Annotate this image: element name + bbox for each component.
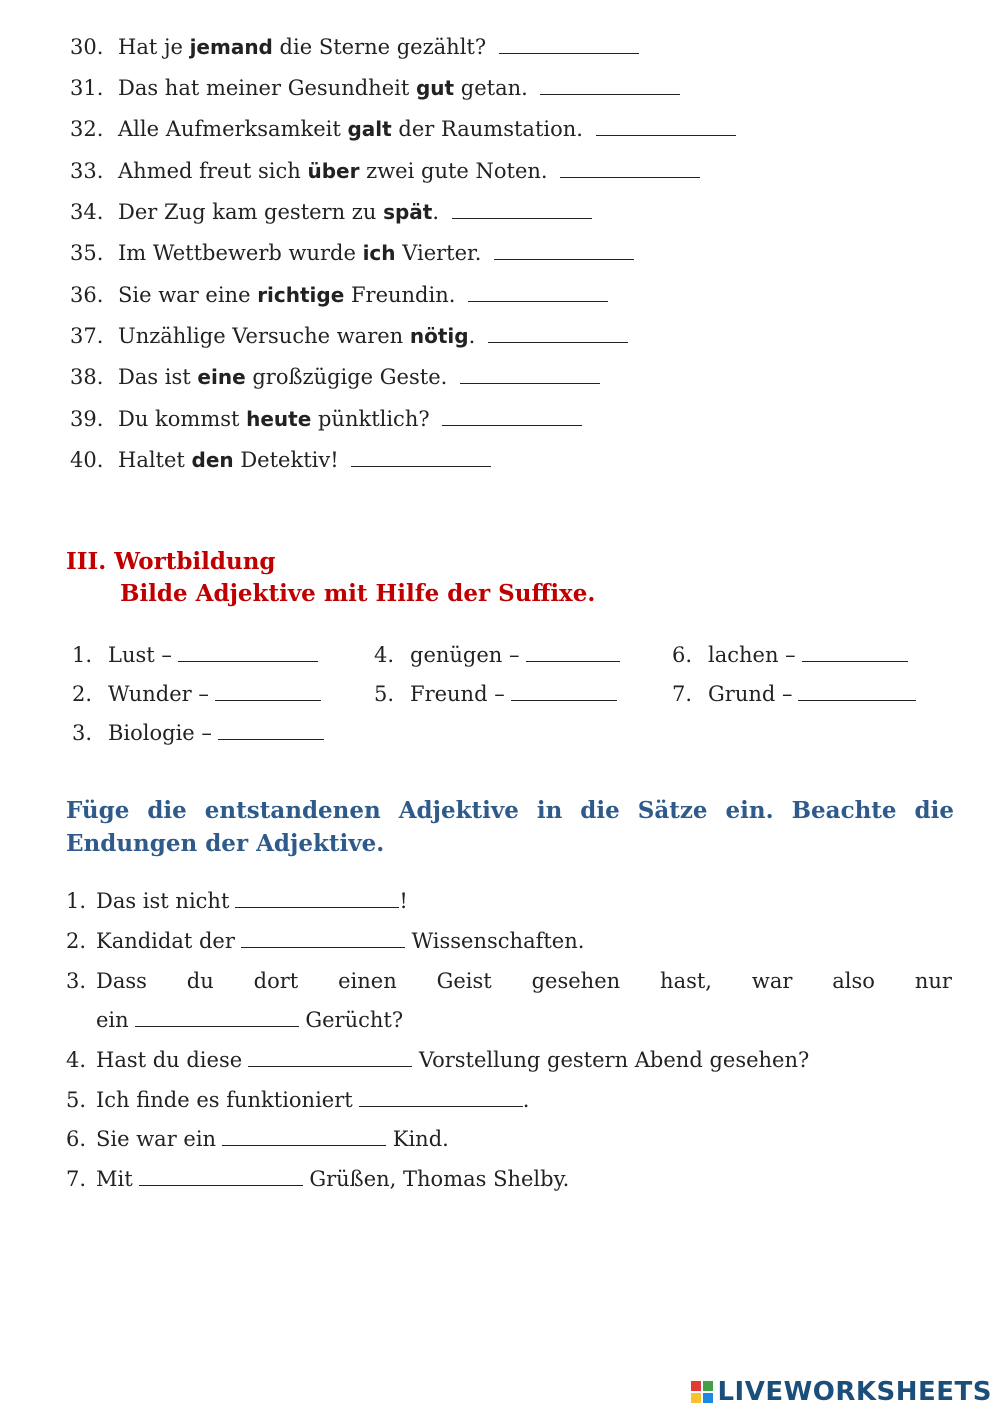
logo-mark-icon — [691, 1381, 713, 1403]
answer-blank[interactable] — [511, 699, 617, 701]
sentence-item: 3. — [66, 969, 87, 993]
answer-blank[interactable] — [135, 1025, 299, 1027]
answer-blank[interactable] — [460, 382, 600, 384]
section-subtitle: Bilde Adjektive mit Hilfe der Suffixe. — [120, 580, 596, 607]
bold-word: jemand — [189, 35, 273, 59]
answer-blank[interactable] — [494, 258, 634, 260]
question-item: 36. Sie war eine richtige Freundin. — [70, 280, 608, 310]
question-number: 37. — [70, 324, 104, 348]
question-number: 32. — [70, 117, 104, 141]
word-item: 1. Lust – — [72, 640, 318, 670]
liveworksheets-logo — [691, 1377, 992, 1407]
sentence-item: 6. Sie war ein Kind. — [66, 1127, 449, 1151]
sentence-item: 4. Hast du diese Vorstellung gestern Abend gesehen? — [66, 1048, 810, 1072]
sentence-continuation: ein Gerücht? — [96, 1008, 404, 1032]
question-item: 30. Hat je jemand die Sterne gezählt? — [70, 32, 639, 62]
answer-blank[interactable] — [241, 946, 405, 948]
answer-blank[interactable] — [526, 660, 620, 662]
word-item: 2. Wunder – — [72, 679, 321, 709]
answer-blank[interactable] — [798, 699, 916, 701]
answer-blank[interactable] — [540, 93, 680, 95]
bold-word: den — [191, 448, 234, 472]
word-item: 4. genügen – — [374, 640, 620, 670]
answer-blank[interactable] — [222, 1144, 386, 1146]
question-item: 39. Du kommst heute pünktlich? — [70, 404, 582, 434]
answer-blank[interactable] — [359, 1105, 523, 1107]
word-item: 7. Grund – — [672, 679, 916, 709]
question-item: 40. Haltet den Detektiv! — [70, 445, 491, 475]
question-number: 40. — [70, 448, 104, 472]
answer-blank[interactable] — [178, 660, 318, 662]
word-item: 5. Freund – — [374, 679, 617, 709]
answer-blank[interactable] — [468, 300, 608, 302]
bold-word: richtige — [257, 283, 345, 307]
question-number: 35. — [70, 241, 104, 265]
question-item: 32. Alle Aufmerksamkeit galt der Raumstation. — [70, 114, 736, 144]
question-item: 37. Unzählige Versuche waren nötig. — [70, 321, 628, 351]
answer-blank[interactable] — [560, 176, 700, 178]
answer-blank[interactable] — [215, 699, 321, 701]
sentence-item: 5. Ich finde es funktioniert . — [66, 1088, 530, 1112]
question-item: 33. Ahmed freut sich über zwei gute Noten. — [70, 156, 700, 186]
answer-blank[interactable] — [235, 906, 399, 908]
question-item: 34. Der Zug kam gestern zu spät. — [70, 197, 592, 227]
answer-blank[interactable] — [802, 660, 908, 662]
sentence-item: 1. Das ist nicht ! — [66, 889, 408, 913]
sentence-item: 7. Mit Grüßen, Thomas Shelby. — [66, 1167, 570, 1191]
answer-blank[interactable] — [488, 341, 628, 343]
bold-word: gut — [415, 76, 455, 100]
question-number: 30. — [70, 35, 104, 59]
bold-word: spät — [383, 200, 433, 224]
section-title: III. Wortbildung — [66, 548, 276, 575]
bold-word: nötig — [409, 324, 469, 348]
bold-word: heute — [246, 407, 312, 431]
answer-blank[interactable] — [499, 52, 639, 54]
question-number: 38. — [70, 365, 104, 389]
answer-blank[interactable] — [351, 465, 491, 467]
bold-word: eine — [197, 365, 246, 389]
answer-blank[interactable] — [139, 1184, 303, 1186]
bold-word: über — [307, 159, 360, 183]
answer-blank[interactable] — [442, 424, 582, 426]
logo-text: LIVEWORKSHEETS — [717, 1377, 992, 1407]
sentence-justified-line: Dass du dort einen Geist gesehen hast, war also nur — [96, 969, 952, 993]
question-number: 34. — [70, 200, 104, 224]
question-item: 31. Das hat meiner Gesundheit gut getan. — [70, 73, 680, 103]
question-item: 38. Das ist eine großzügige Geste. — [70, 362, 600, 392]
sentence-item: 2. Kandidat der Wissenschaften. — [66, 929, 585, 953]
instruction-heading: Füge die entstandenen Adjektive in die Sätze ein. Beachte die Endungen der Adjektive. — [66, 797, 954, 857]
question-item: 35. Im Wettbewerb wurde ich Vierter. — [70, 238, 634, 268]
question-number: 33. — [70, 159, 104, 183]
answer-blank[interactable] — [218, 738, 324, 740]
word-item: 3. Biologie – — [72, 718, 324, 748]
question-number: 39. — [70, 407, 104, 431]
question-number: 31. — [70, 76, 104, 100]
bold-word: galt — [347, 117, 392, 141]
bold-word: ich — [362, 241, 396, 265]
question-number: 36. — [70, 283, 104, 307]
answer-blank[interactable] — [596, 134, 736, 136]
answer-blank[interactable] — [248, 1065, 412, 1067]
answer-blank[interactable] — [452, 217, 592, 219]
word-item: 6. lachen – — [672, 640, 908, 670]
